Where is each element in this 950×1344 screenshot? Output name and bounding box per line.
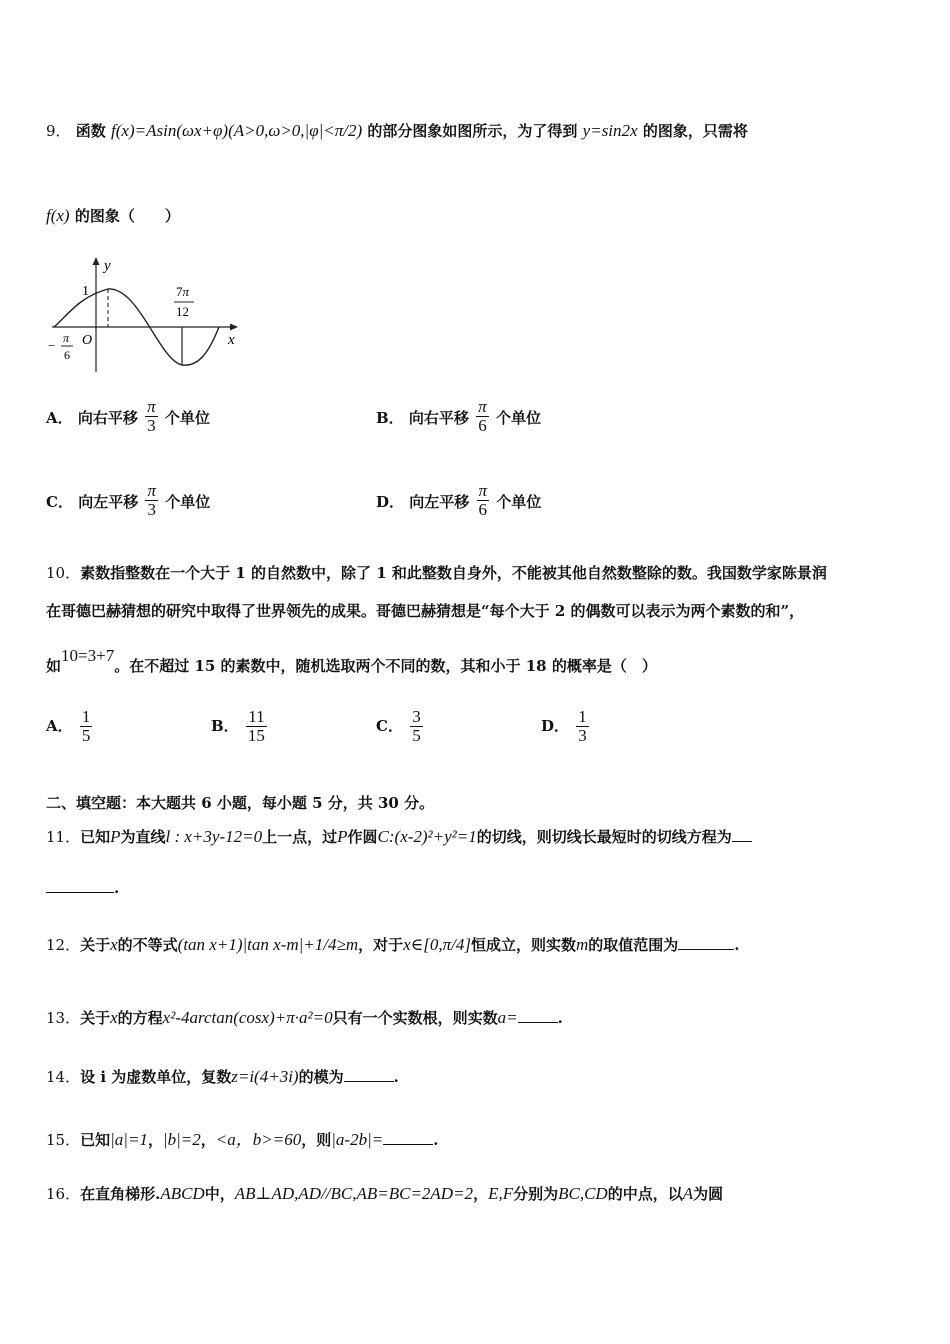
q9-prefix: 函数 bbox=[75, 122, 106, 140]
q16-f5: A bbox=[682, 1184, 694, 1203]
q10-option-a-frac: $\frac{1}{5}$ bbox=[81, 707, 91, 745]
q12-line bbox=[46, 934, 740, 955]
q12-blank[interactable] bbox=[678, 935, 734, 950]
q10-option-c-frac: $\frac{3}{5}$ bbox=[412, 707, 421, 745]
q9-option-b[interactable] bbox=[376, 398, 541, 435]
q12-t3: ，对于 bbox=[358, 936, 404, 954]
q16-f2: AB⊥AD,AD//BC,AB=BC=2AD=2 bbox=[234, 1184, 474, 1203]
q15-t1: 已知 bbox=[80, 1131, 111, 1149]
q9-fx: f(x) bbox=[46, 206, 70, 225]
q12-domain: x∈[0,π/4] bbox=[403, 935, 471, 954]
q9-option-c-text2: 个单位 bbox=[165, 492, 211, 511]
q11-t1: 已知 bbox=[80, 828, 111, 846]
graph-tick-left-num: π bbox=[63, 331, 70, 345]
q15-t2: ，则 bbox=[301, 1131, 332, 1149]
q9-option-a[interactable] bbox=[46, 398, 210, 435]
q9-option-d[interactable] bbox=[376, 482, 541, 519]
q15-f1: |a|=1 bbox=[110, 1130, 148, 1149]
q11-t3: 上一点，过 bbox=[262, 828, 338, 846]
q9-target: y=sin2x bbox=[582, 121, 638, 140]
graph-origin: O bbox=[82, 333, 93, 348]
q9-option-a-letter: A． bbox=[46, 408, 73, 427]
q16-line bbox=[46, 1183, 723, 1204]
graph-x-label: x bbox=[228, 332, 235, 348]
q16-t3: ， bbox=[473, 1185, 489, 1203]
q16-f3: E,F bbox=[488, 1184, 514, 1203]
q14-formula: z=i(4+3i) bbox=[231, 1067, 299, 1086]
q9-line2-text: 的图象（ ） bbox=[74, 207, 180, 225]
q9-suffix: 的图象，只需将 bbox=[642, 122, 748, 140]
q14-line bbox=[46, 1066, 399, 1087]
q12-t4: 恒成立，则实数 bbox=[470, 936, 576, 954]
q16-number: 16． bbox=[46, 1185, 81, 1203]
q14-number: 14． bbox=[46, 1068, 81, 1086]
q15-end: . bbox=[433, 1131, 439, 1149]
q11-circle: C:(x-2)²+y²=1 bbox=[377, 827, 477, 846]
q12-m: m bbox=[575, 935, 589, 954]
q10-option-b-frac: $\frac{11}{15}$ bbox=[247, 707, 265, 745]
q9-option-c[interactable] bbox=[46, 482, 210, 519]
q9-option-b-text2: 个单位 bbox=[495, 408, 541, 427]
graph-one: 1 bbox=[82, 284, 89, 299]
q15-f4: |a-2b|= bbox=[331, 1130, 384, 1149]
graph-tick-left-sign: − bbox=[48, 338, 56, 353]
graph-tick-left-den: 6 bbox=[64, 348, 70, 362]
q10-line2-text: 在哥德巴赫猜想的研究中取得了世界领先的成果。哥德巴赫猜想是“每个大于 2 的偶数可以表示为两个素数的和”， bbox=[46, 602, 805, 620]
q9-graph bbox=[44, 252, 244, 377]
q16-t5: 的中点，以 bbox=[607, 1185, 683, 1203]
q15-line: 15．已知|a|=1，|b|=2，<a，b>=60，则|a-2b|= . bbox=[46, 1130, 439, 1149]
q10-line2 bbox=[46, 600, 804, 621]
q15-f3: <a，b>=60 bbox=[215, 1130, 302, 1149]
q10-line1-text: 素数指整数在一个大于 1 的自然数中，除了 1 和此整数自身外，不能被其他自然数整除的数。我国数学家陈景润 bbox=[80, 564, 827, 582]
q12-x: x bbox=[110, 935, 118, 954]
q11-number: 11． bbox=[46, 828, 81, 846]
section2-heading: 二、填空题：本大题共 6 小题，每小题 5 分，共 30 分。 bbox=[46, 794, 435, 812]
q13-t3: 只有一个实数根，则实数 bbox=[332, 1009, 498, 1027]
q16-t6: 为圆 bbox=[693, 1185, 724, 1203]
q13-number: 13． bbox=[46, 1009, 81, 1027]
q12-end: . bbox=[734, 936, 740, 954]
q10-number: 10． bbox=[46, 564, 81, 582]
q14-blank[interactable] bbox=[344, 1067, 394, 1082]
q9-option-a-frac: $\frac{\pi}{3}$ bbox=[147, 397, 156, 435]
q15-blank[interactable] bbox=[383, 1130, 433, 1145]
q15-f2: |b|=2 bbox=[162, 1130, 201, 1149]
q10-option-a-letter: A． bbox=[46, 716, 73, 735]
q13-blank[interactable] bbox=[518, 1008, 558, 1023]
q11-blank-1[interactable] bbox=[732, 827, 752, 842]
q10-line3 bbox=[46, 646, 657, 676]
q9-line2 bbox=[46, 205, 180, 226]
q11-P1: P bbox=[110, 827, 121, 846]
q11-t5: 的切线，则切线长最短时的切线方程为 bbox=[476, 828, 732, 846]
q9-option-d-text2: 个单位 bbox=[496, 492, 542, 511]
q9-option-d-text1: 向左平移 bbox=[409, 492, 470, 511]
q10-line3-prefix: 如 bbox=[46, 657, 62, 675]
q16-t4: 分别为 bbox=[513, 1185, 559, 1203]
q13-formula: x²-4arctan(cosx)+π·a²=0 bbox=[162, 1008, 333, 1027]
q11-P2: P bbox=[337, 827, 348, 846]
q11-line2 bbox=[46, 878, 119, 897]
graph-y-label: y bbox=[104, 258, 111, 274]
graph-y-arrow bbox=[93, 257, 100, 265]
graph-x-arrow bbox=[230, 324, 238, 331]
q10-line3-suffix: 。在不超过 15 的素数中，随机选取两个不同的数，其和小于 18 的概率是（ ） bbox=[114, 657, 657, 675]
q9-option-b-text1: 向右平移 bbox=[408, 408, 469, 427]
q12-formula: (tan x+1)|tan x-m|+1/4≥m bbox=[177, 935, 359, 954]
q9-option-d-frac: $\frac{\pi}{6}$ bbox=[478, 481, 488, 519]
q10-option-d-letter: D． bbox=[541, 716, 570, 735]
q10-option-b[interactable] bbox=[211, 708, 269, 745]
q14-t2: 的模为 bbox=[298, 1068, 344, 1086]
q16-f1: ABCD bbox=[160, 1184, 205, 1203]
q13-a: a= bbox=[497, 1008, 518, 1027]
q9-option-b-frac: $\frac{\pi}{6}$ bbox=[478, 397, 487, 435]
graph-tick-right-den: 12 bbox=[176, 304, 189, 319]
q13-line bbox=[46, 1007, 563, 1028]
q10-option-b-letter: B． bbox=[211, 716, 239, 735]
q14-t1: 设 i 为虚数单位，复数 bbox=[80, 1068, 232, 1086]
q16-f4: BC,CD bbox=[558, 1184, 608, 1203]
q10-option-d-frac: $\frac{1}{3}$ bbox=[578, 707, 587, 745]
q9-option-c-letter: C． bbox=[46, 492, 73, 511]
graph-tick-right-num: 7π bbox=[176, 284, 190, 299]
q9-number: 9． bbox=[46, 122, 71, 140]
q10-option-d[interactable] bbox=[541, 708, 591, 745]
q14-end: . bbox=[393, 1068, 399, 1086]
q9-option-c-frac: $\frac{\pi}{3}$ bbox=[147, 481, 156, 519]
q12-t1: 关于 bbox=[80, 936, 111, 954]
q13-t1: 关于 bbox=[80, 1009, 111, 1027]
q9-option-b-letter: B． bbox=[376, 408, 404, 427]
q9-option-c-text1: 向左平移 bbox=[78, 492, 139, 511]
q11-line: l : x+3y-12=0 bbox=[165, 827, 263, 846]
q12-number: 12． bbox=[46, 936, 81, 954]
q9-formula: f(x)=Asin(ωx+φ)(A>0,ω>0,|φ|<π/2) bbox=[111, 121, 363, 140]
q16-t1: 在直角梯形. bbox=[80, 1185, 161, 1203]
q9-option-a-text1: 向右平移 bbox=[77, 408, 138, 427]
q9-line1 bbox=[46, 120, 748, 141]
q10-option-c[interactable] bbox=[376, 708, 425, 745]
q13-end: . bbox=[557, 1009, 563, 1027]
q11-t4: 作圆 bbox=[347, 828, 378, 846]
q9-option-a-text2: 个单位 bbox=[164, 408, 210, 427]
q11-end: . bbox=[114, 879, 120, 897]
q11-blank-2[interactable] bbox=[46, 878, 114, 893]
q13-t2: 的方程 bbox=[117, 1009, 163, 1027]
q9-middle: 的部分图象如图所示，为了得到 bbox=[367, 122, 578, 140]
q12-t5: 的取值范围为 bbox=[588, 936, 679, 954]
q11-line1 bbox=[46, 826, 752, 847]
q16-t2: 中， bbox=[204, 1185, 235, 1203]
q12-t2: 的不等式 bbox=[117, 936, 178, 954]
q15-number: 15． bbox=[46, 1131, 81, 1149]
q10-option-c-letter: C． bbox=[376, 716, 403, 735]
q10-line1 bbox=[46, 562, 827, 583]
q13-x: x bbox=[110, 1008, 118, 1027]
q9-option-d-letter: D． bbox=[376, 492, 405, 511]
q10-option-a[interactable] bbox=[46, 708, 94, 745]
q10-line3-formula: 10=3+7 bbox=[61, 646, 115, 665]
q11-t2: 为直线 bbox=[120, 828, 166, 846]
